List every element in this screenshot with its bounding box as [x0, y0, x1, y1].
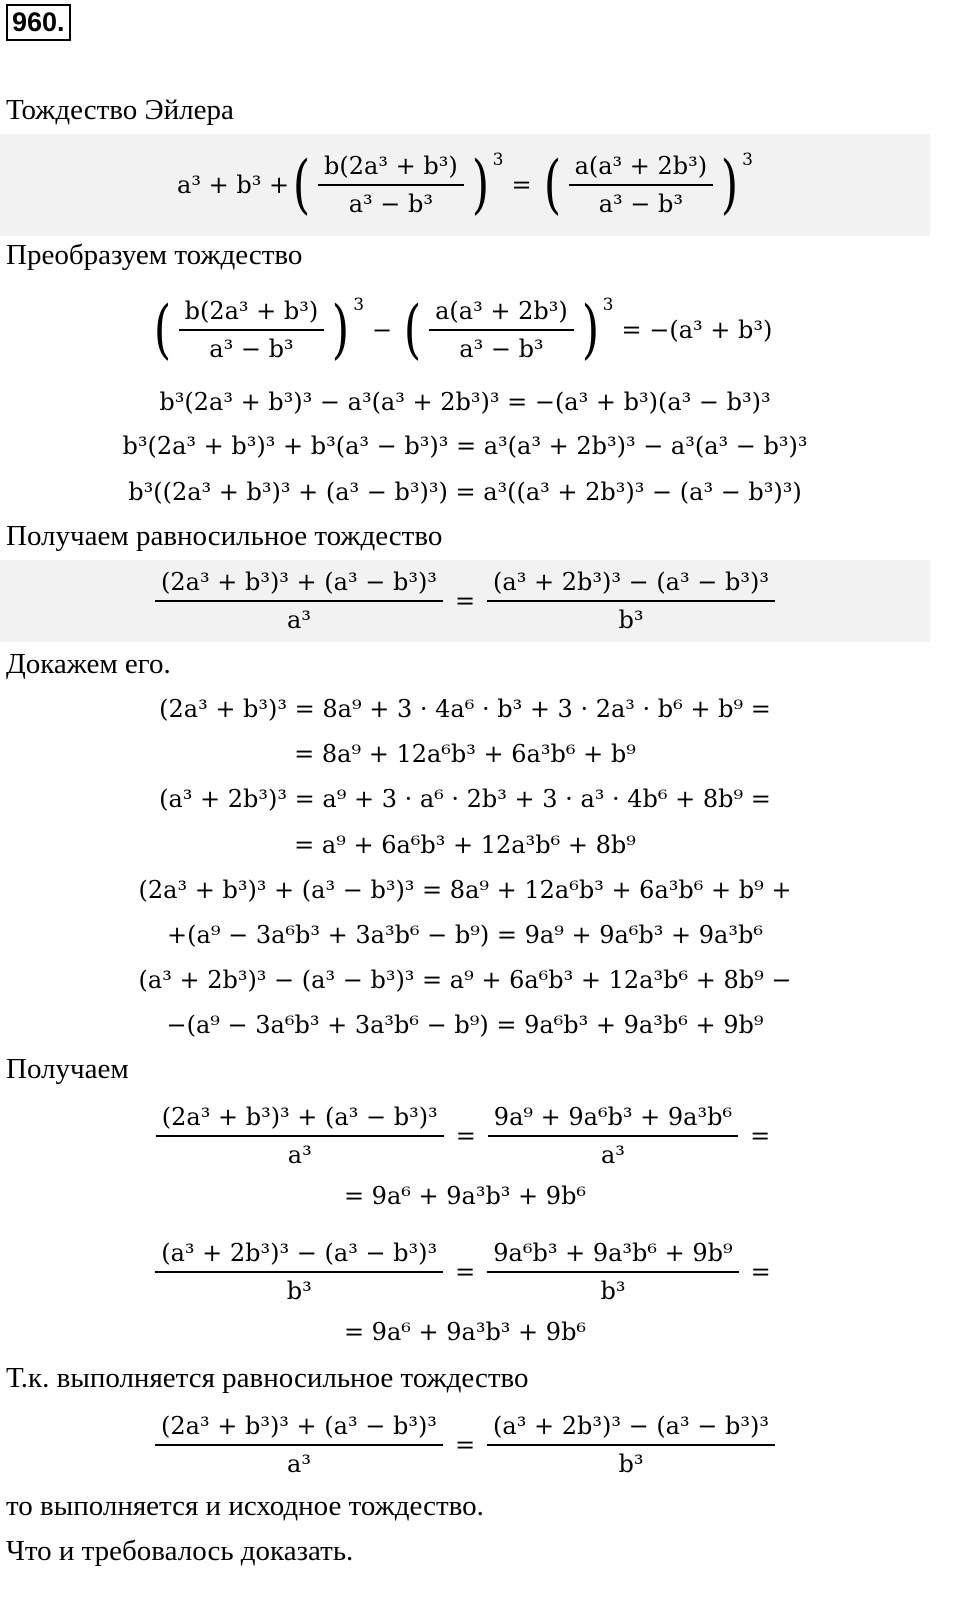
paren-group-2: [400, 295, 613, 365]
exponent: 3: [602, 295, 614, 315]
eq-proof-4: [0, 825, 930, 865]
eq-equivalent-identity: [0, 560, 930, 642]
exponent: 3: [353, 295, 365, 315]
numerator: (2a³ + b³)³ + (a³ − b³)³: [155, 1410, 443, 1446]
text-original-holds: то выполняется и исходное тождество.: [6, 1490, 484, 1522]
eq-result-1-simplified: [0, 1176, 930, 1216]
line-text: (2a³ + b³)³ = 8a⁹ + 3 · 4a⁶ · b³ + 3 · 2a³ · b⁶ + b⁹ =: [159, 695, 771, 723]
line-text: b³(2a³ + b³)³ − a³(a³ + 2b³)³ = −(a³ + b³)(a³ − b³)³: [159, 388, 771, 416]
text-since-holds: Т.к. выполняется равносильное тождество: [6, 1362, 529, 1394]
eq-right: = −(a³ + b³): [621, 316, 773, 344]
fraction: [487, 1410, 775, 1480]
eq-result-1: [0, 1094, 930, 1178]
denominator: b³: [618, 606, 644, 634]
numerator: a(a³ + 2b³): [429, 295, 574, 331]
equals-sign: =: [454, 587, 476, 615]
line-text: −(a⁹ − 3a⁶b³ + 3a³b⁶ − b⁹) = 9a⁶b³ + 9a³b⁶ + 9b⁹: [166, 1011, 764, 1039]
denominator: a³: [287, 606, 311, 634]
line-text: +(a⁹ − 3a⁶b³ + 3a³b⁶ − b⁹) = 9a⁹ + 9a⁶b³ + 9a³b⁶: [167, 921, 763, 949]
numerator: (a³ + 2b³)³ − (a³ − b³)³: [155, 1237, 443, 1273]
line-text: = a⁹ + 6a⁶b³ + 12a³b⁶ + 8b⁹: [294, 831, 636, 859]
numerator: b(2a³ + b³): [179, 295, 325, 331]
text-euler-identity: Тождество Эйлера: [6, 94, 234, 126]
eq-euler-identity: [0, 134, 930, 236]
paren-group-2: [540, 150, 753, 220]
eq-proof-5: [0, 870, 930, 910]
close-paren: ): [331, 293, 350, 367]
close-paren: ): [471, 148, 489, 222]
exponent: 3: [742, 150, 753, 170]
denominator: a³ − b³: [348, 190, 433, 218]
fraction: [155, 566, 443, 636]
fraction: [569, 150, 714, 220]
fraction: [155, 1237, 443, 1307]
problem-number: 960.: [6, 4, 71, 41]
open-paren: (: [403, 293, 422, 367]
eq-proof-8: [0, 1005, 930, 1045]
fraction: [156, 1101, 444, 1171]
numerator: (2a³ + b³)³ + (a³ − b³)³: [156, 1101, 444, 1137]
equals-sign: =: [750, 1258, 771, 1286]
fraction: [487, 566, 775, 636]
line-text: (a³ + 2b³)³ = a⁹ + 3 · a⁶ · 2b³ + 3 · a³ · 4b⁶ + 8b⁹ =: [159, 785, 771, 813]
eq-proof-1: [0, 689, 930, 729]
eq-final-identity: [0, 1403, 930, 1487]
fraction: [318, 150, 464, 220]
numerator: 9a⁶b³ + 9a³b⁶ + 9b⁹: [487, 1237, 738, 1273]
text-equivalent-identity: Получаем равносильное тождество: [6, 520, 443, 552]
line-text: b³((2a³ + b³)³ + (a³ − b³)³) = a³((a³ + 2b³)³ − (a³ − b³)³): [128, 478, 802, 506]
minus-sign: −: [372, 316, 393, 344]
paren-group-1: [150, 295, 364, 365]
open-paren: (: [543, 148, 561, 222]
equals-sign: =: [750, 1122, 771, 1150]
text-qed: Что и требовалось доказать.: [6, 1535, 354, 1567]
paren-group-1: [289, 150, 503, 220]
fraction: [488, 1101, 738, 1171]
numerator: 9a⁹ + 9a⁶b³ + 9a³b⁶: [488, 1101, 738, 1137]
exponent: 3: [492, 150, 504, 170]
eq-line-3: [0, 472, 930, 512]
line-text: = 8a⁹ + 12a⁶b³ + 6a³b⁶ + b⁹: [294, 740, 636, 768]
eq-result-2-simplified: [0, 1312, 930, 1352]
text-transform: Преобразуем тождество: [6, 239, 303, 271]
numerator: (2a³ + b³)³ + (a³ − b³)³: [155, 566, 443, 602]
numerator: b(2a³ + b³): [318, 150, 464, 186]
line-text: (a³ + 2b³)³ − (a³ − b³)³ = a⁹ + 6a⁶b³ + 12a³b⁶ + 8b⁹ −: [138, 966, 792, 994]
denominator: a³: [287, 1450, 311, 1478]
line-text: (2a³ + b³)³ + (a³ − b³)³ = 8a⁹ + 12a⁶b³ + 6a³b⁶ + b⁹ +: [138, 876, 792, 904]
fraction: [179, 295, 325, 365]
denominator: b³: [600, 1277, 626, 1305]
close-paren: ): [720, 148, 739, 222]
eq-line-1: [0, 382, 930, 422]
equals-sign: =: [455, 1258, 476, 1286]
open-paren: (: [153, 293, 171, 367]
line-text: b³(2a³ + b³)³ + b³(a³ − b³)³ = a³(a³ + 2b³)³ − a³(a³ − b³)³: [122, 432, 808, 460]
fraction: [155, 1410, 443, 1480]
numerator: (a³ + 2b³)³ − (a³ − b³)³: [487, 1410, 775, 1446]
denominator: b³: [286, 1277, 312, 1305]
equals-sign: =: [511, 171, 532, 199]
equals-sign: =: [454, 1431, 476, 1459]
eq-line-2: [0, 426, 930, 466]
open-paren: (: [292, 148, 311, 222]
eq-proof-7: [0, 960, 930, 1000]
text-prove-it: Докажем его.: [6, 648, 171, 680]
text-we-get: Получаем: [6, 1053, 129, 1085]
numerator: (a³ + 2b³)³ − (a³ − b³)³: [487, 566, 775, 602]
denominator: a³: [600, 1141, 625, 1169]
eq-left: a³ + b³ +: [177, 171, 290, 199]
eq-result-2: [0, 1230, 930, 1314]
eq-proof-6: [0, 915, 930, 955]
line-text: = 9a⁶ + 9a³b³ + 9b⁶: [343, 1318, 587, 1346]
denominator: a³: [287, 1141, 312, 1169]
denominator: b³: [618, 1450, 644, 1478]
line-text: = 9a⁶ + 9a³b³ + 9b⁶: [343, 1182, 587, 1210]
eq-transformed: [0, 280, 930, 380]
fraction: [429, 295, 574, 365]
fraction: [487, 1237, 738, 1307]
denominator: a³ − b³: [209, 335, 294, 363]
denominator: a³ − b³: [598, 190, 683, 218]
close-paren: ): [581, 293, 599, 367]
eq-proof-2: [0, 734, 930, 774]
denominator: a³ − b³: [459, 335, 544, 363]
eq-proof-3: [0, 779, 930, 819]
equals-sign: =: [455, 1122, 476, 1150]
numerator: a(a³ + 2b³): [569, 150, 714, 186]
